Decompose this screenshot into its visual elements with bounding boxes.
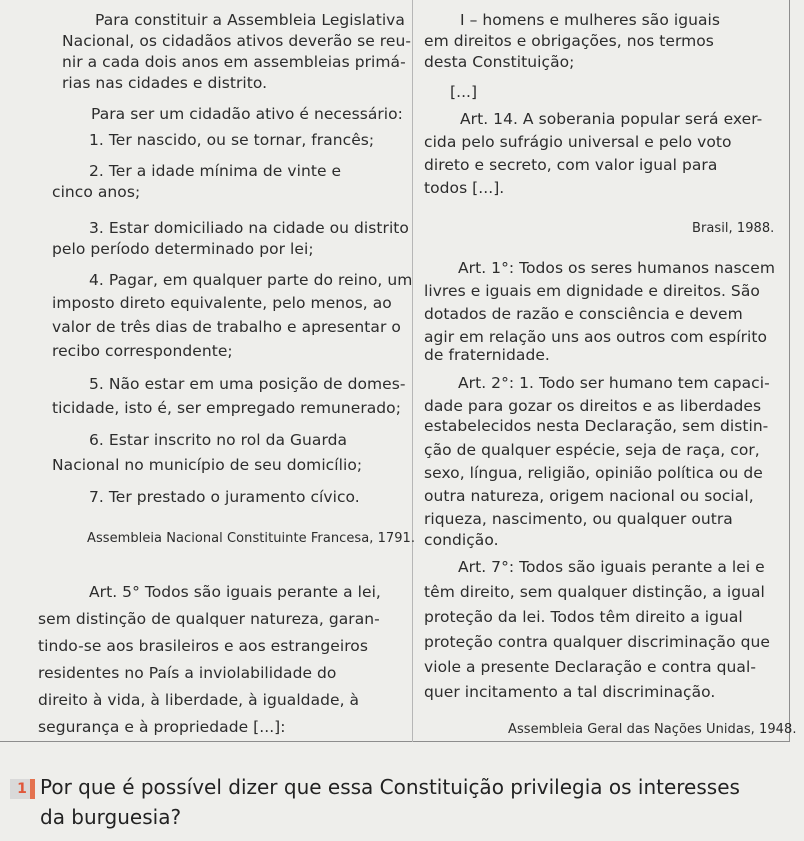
requirement-item: valor de três dias de trabalho e apresentar o — [52, 318, 401, 336]
article-line: viole a presente Declaração e contra qual- — [424, 658, 756, 676]
intro-line: Para constituir a Assembleia Legislativa — [95, 11, 405, 29]
source-caption: Brasil, 1988. — [692, 221, 775, 236]
article-line: dotados de razão e consciência e devem — [424, 305, 743, 323]
article-line: Art. 14. A soberania popular será exer- — [460, 110, 763, 128]
intro-line: rias nas cidades e distrito. — [62, 74, 268, 92]
requirement-item: ticidade, isto é, ser empregado remunerado; — [52, 399, 401, 417]
question-line: Por que é possível dizer que essa Constituição privilegia os interesses — [40, 775, 740, 799]
requirement-item: 4. Pagar, em qualquer parte do reino, um — [89, 271, 413, 289]
article-line: Art. 2°: 1. Todo ser humano tem capaci- — [458, 374, 770, 392]
source-caption: Assembleia Geral das Nações Unidas, 1948. — [508, 722, 797, 737]
article-line: estabelecidos nesta Declaração, sem distin- — [424, 417, 769, 435]
article-line: residentes no País a inviolabilidade do — [38, 664, 337, 682]
article-line: proteção contra qualquer discriminação que — [424, 633, 770, 651]
requirement-item: 6. Estar inscrito no rol da Guarda — [89, 431, 348, 449]
article-line: condição. — [424, 531, 499, 549]
article-line: direito à vida, à liberdade, à igualdade, à — [38, 691, 360, 709]
article-line: direto e secreto, com valor igual para — [424, 156, 718, 174]
source-caption: Assembleia Nacional Constituinte Francesa, 1791. — [87, 531, 416, 546]
article-line: todos [...]. — [424, 179, 505, 197]
intro-line: Nacional, os cidadãos ativos deverão se reu- — [62, 32, 411, 50]
article-line: cida pelo sufrágio universal e pelo voto — [424, 133, 732, 151]
article-line: proteção da lei. Todos têm direito a igual — [424, 608, 743, 626]
article-line: em direitos e obrigações, nos termos — [424, 32, 714, 50]
intro-line: nir a cada dois anos em assembleias primá- — [62, 53, 406, 71]
requirement-item: 7. Ter prestado o juramento cívico. — [89, 488, 360, 506]
requirement-item: imposto direto equivalente, pelo menos, ao — [52, 294, 392, 312]
ellipsis: [...] — [450, 83, 478, 101]
article-line: segurança e à propriedade [...]: — [38, 718, 286, 736]
requirement-item: 1. Ter nascido, ou se tornar, francês; — [89, 131, 375, 149]
article-line: sem distinção de qualquer natureza, garan- — [38, 610, 380, 628]
article-line: de fraternidade. — [424, 346, 550, 364]
article-line: agir em relação uns aos outros com espírito — [424, 328, 768, 346]
article-line: outra natureza, origem nacional ou social, — [424, 487, 754, 505]
article-line: têm direito, sem qualquer distinção, a igual — [424, 583, 765, 601]
article-line: riqueza, nascimento, ou qualquer outra — [424, 510, 733, 528]
requirement-item: recibo correspondente; — [52, 342, 233, 360]
requirement-item: 2. Ter a idade mínima de vinte e — [89, 162, 342, 180]
requirement-item: cinco anos; — [52, 183, 141, 201]
article-line: livres e iguais em dignidade e direitos. São — [424, 282, 760, 300]
article-line: Art. 7°: Todos são iguais perante a lei e — [458, 558, 765, 576]
article-line: Art. 1°: Todos os seres humanos nascem — [458, 259, 775, 277]
article-line: sexo, língua, religião, opinião política ou de — [424, 464, 763, 482]
article-line: desta Constituição; — [424, 53, 575, 71]
question-line: da burguesia? — [40, 805, 182, 829]
question-number: 1 — [10, 779, 34, 799]
article-line: I – homens e mulheres são iguais — [460, 11, 720, 29]
requirement-item: 5. Não estar em uma posição de domes- — [89, 375, 406, 393]
requirement-item: Nacional no município de seu domicílio; — [52, 456, 363, 474]
article-line: dade para gozar os direitos e as liberdades — [424, 397, 762, 415]
article-line: quer incitamento a tal discriminação. — [424, 683, 716, 701]
article-line: Art. 5° Todos são iguais perante a lei, — [89, 583, 381, 601]
article-line: tindo-se aos brasileiros e aos estrangeiros — [38, 637, 368, 655]
requirement-item: pelo período determinado por lei; — [52, 240, 314, 258]
article-line: ção de qualquer espécie, seja de raça, cor, — [424, 441, 760, 459]
requirement-item: 3. Estar domiciliado na cidade ou distrito — [89, 219, 409, 237]
column-divider — [412, 0, 413, 742]
question-text — [40, 774, 740, 830]
requirements-heading: Para ser um cidadão ativo é necessário: — [91, 105, 403, 123]
